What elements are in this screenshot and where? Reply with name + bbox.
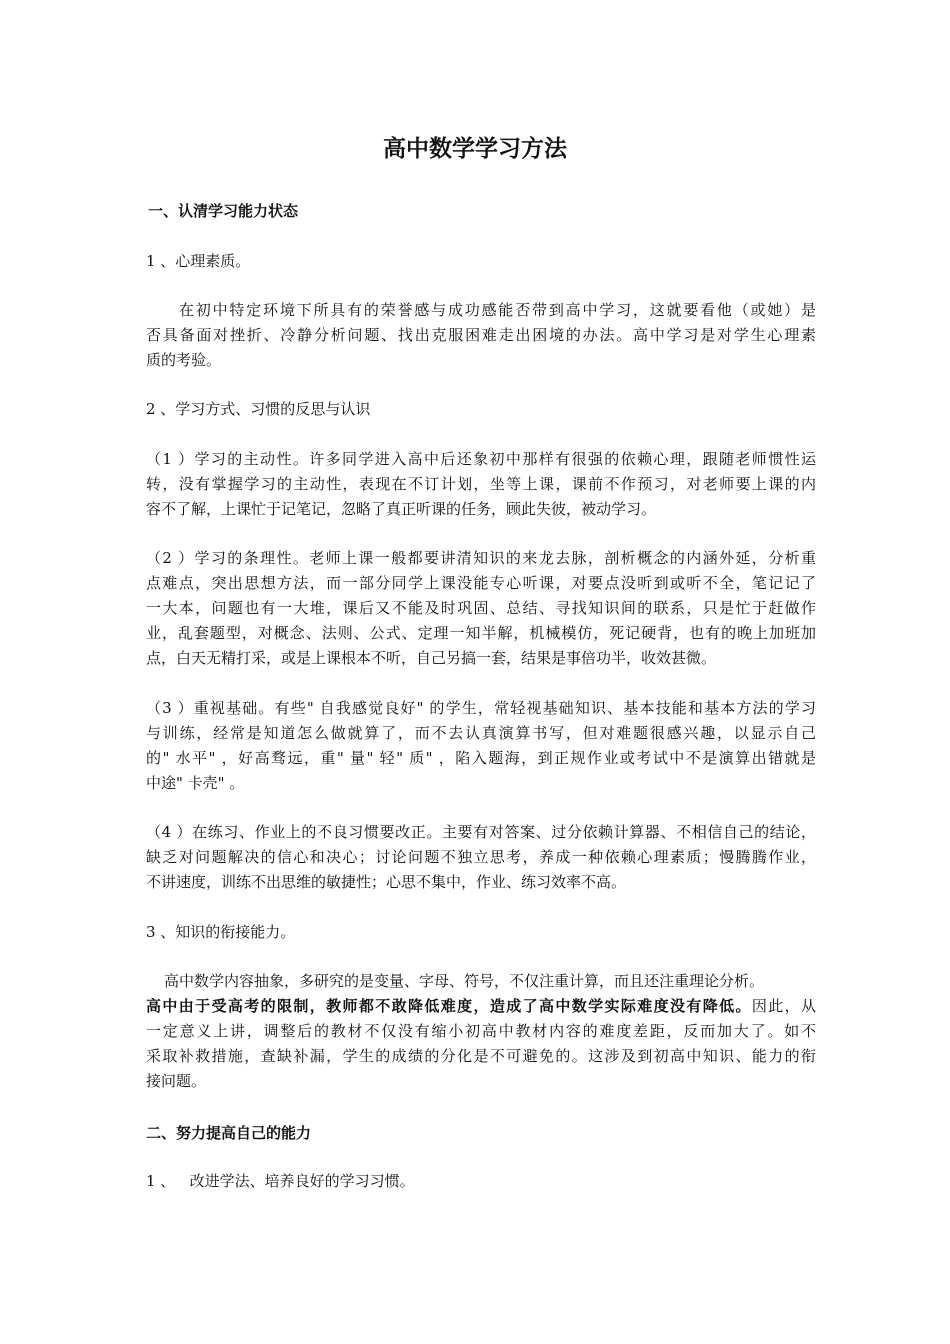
habit-paragraph-4 bbox=[146, 820, 816, 895]
paragraph-line: 容不了解，上课忙于记笔记，忽略了真正听课的任务，顾此失彼，被动学习。 bbox=[146, 500, 657, 518]
paragraph-line: 与训练，经常是知道怎么做就算了，而不去认真演算书写，但对难题很感兴趣，以显示自己 bbox=[146, 724, 816, 742]
section-1-item-3-paragraph bbox=[146, 969, 816, 1094]
paragraph-line: 的" 水平" ，好高骛远，重" 量" 轻" 质" ，陷入题海，到正规作业或考试中不是演算出错就是 bbox=[146, 749, 816, 767]
paragraph-line: 一定意义上讲，调整后的教材不仅没有缩小初高中教材内容的难度差距，反而加大了。如不 bbox=[146, 1022, 816, 1040]
section-1-item-1-heading: 1 、心理素质。 bbox=[146, 252, 251, 270]
document-title: 高中数学学习方法 bbox=[383, 136, 567, 162]
paragraph-line: 点难点，突出思想方法，而一部分同学上课没能专心听课，对要点没听到或听不全，笔记记了 bbox=[146, 574, 816, 592]
paragraph-line bbox=[146, 994, 816, 1019]
section-1-item-2-heading: 2 、学习方式、习惯的反思与认识 bbox=[146, 400, 371, 418]
paragraph-line: 质的考验。 bbox=[146, 351, 222, 369]
paragraph-line: 否具备面对挫折、冷静分析问题、找出克服困难走出困境的办法。高中学习是对学生心理素 bbox=[146, 326, 816, 344]
paragraph-text: 因此，从 bbox=[751, 997, 816, 1015]
paragraph-line: 在初中特定环境下所具有的荣誉感与成功感能否带到高中学习，这就要看他（或她）是 bbox=[179, 301, 816, 319]
paragraph-line: 业，乱套题型，对概念、法则、公式、定理一知半解，机械模仿，死记硬背，也有的晚上加班加 bbox=[146, 624, 816, 642]
paragraph-line: 转，没有掌握学习的主动性，表现在不订计划，坐等上课，课前不作预习，对老师要上课的内 bbox=[146, 475, 816, 493]
paragraph-line: （1 ）学习的主动性。许多同学进入高中后还象初中那样有很强的依赖心理，跟随老师惯性运 bbox=[146, 450, 816, 468]
paragraph-line: 缺乏对问题解决的信心和决心；讨论问题不独立思考，养成一种依赖心理素质；慢腾腾作业， bbox=[146, 848, 816, 866]
paragraph-line: 中途" 卡壳" 。 bbox=[146, 774, 245, 792]
habit-paragraph-1 bbox=[146, 447, 816, 522]
paragraph-line: （4 ）在练习、作业上的不良习惯要改正。主要有对答案、过分依赖计算器、不相信自己的结论， bbox=[146, 823, 816, 841]
paragraph-line: 高中数学内容抽象，多研究的是变量、字母、符号，不仅注重计算，而且还注重理论分析。 bbox=[164, 972, 765, 990]
paragraph-line: 接问题。 bbox=[146, 1072, 207, 1090]
paragraph-line: 不讲速度，训练不出思维的敏捷性；心思不集中，作业、练习效率不高。 bbox=[146, 873, 627, 891]
paragraph-line: 点，白天无精打采，或是上课根本不听，自己另搞一套，结果是事倍功半，收效甚微。 bbox=[146, 649, 717, 667]
habit-paragraph-3 bbox=[146, 696, 816, 796]
emphasis-text: 高中由于受高考的限制，教师都不敢降低难度，造成了高中数学实际难度没有降低。 bbox=[146, 997, 752, 1015]
paragraph-line: 采取补救措施，查缺补漏，学生的成绩的分化是不可避免的。这涉及到初高中知识、能力的衔 bbox=[146, 1047, 816, 1065]
section-2-item-1-heading: 1 、 改进学法、培养良好的学习习惯。 bbox=[146, 1172, 415, 1190]
section-1-item-1-paragraph bbox=[146, 298, 816, 373]
habit-paragraph-2 bbox=[146, 546, 816, 671]
section-1-heading: 一、认清学习能力状态 bbox=[148, 202, 299, 220]
paragraph-line: （3 ）重视基础。有些" 自我感觉良好" 的学生，常轻视基础知识、基本技能和基本方法的学习 bbox=[146, 699, 816, 717]
paragraph-line: 一大本，问题也有一大堆，课后又不能及时巩固、总结、寻找知识间的联系，只是忙于赶做作 bbox=[146, 599, 816, 617]
section-1-item-3-heading: 3 、知识的衔接能力。 bbox=[146, 923, 296, 941]
section-2-heading: 二、努力提高自己的能力 bbox=[146, 1124, 312, 1142]
paragraph-line: （2 ）学习的条理性。老师上课一般都要讲清知识的来龙去脉，剖析概念的内涵外延，分析重 bbox=[146, 549, 816, 567]
